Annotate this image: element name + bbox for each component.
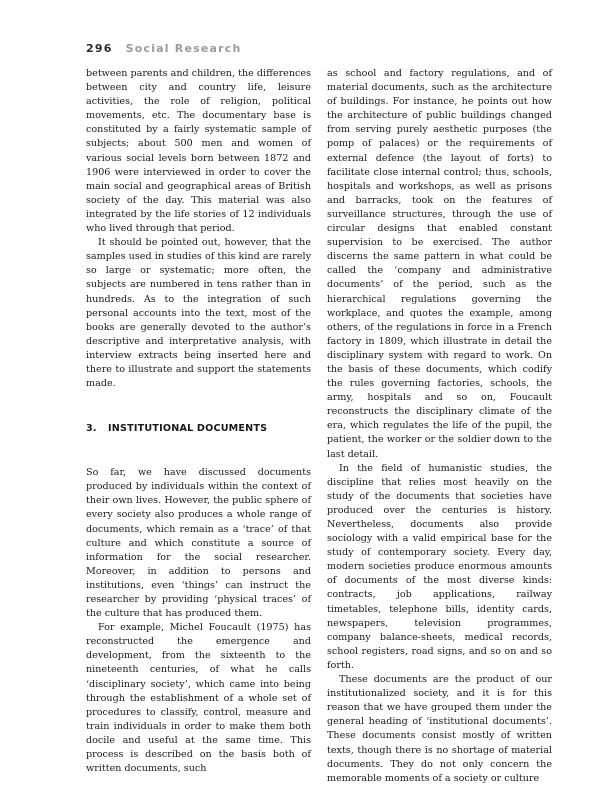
section-title: INSTITUTIONAL DOCUMENTS [108, 423, 268, 435]
running-head [86, 42, 242, 55]
paragraph: So far, we have discussed documents produced by individuals within the context of their own lives. However, the public sphere of every society also produces a whole range of documents, which remain as a ‘trace’ of that culture and which constitute a source of information for the social researcher. Moreover, in addition to persons and institutions, even ‘things’ can instruct the researcher by providing ‘physical traces’ of the culture that has produced them. [86, 467, 311, 620]
paragraph: It should be pointed out, however, that the samples used in studies of this kind are rarely so large or systematic; more often, the subjects are numbered in tens rather than in hundreds. As to the integration of such personal accounts into the text, most of the books are generally devoted to the author’s descriptive and interpretative analysis, with interview extracts being inserted here and there to illustrate and support the statements made. [86, 237, 311, 390]
paragraph: In the field of humanistic studies, the discipline that relies most heavily on the study of the documents that societies have produced over the centuries is history. Nevertheless, documents also provide sociology with a valid empirical base for the study of contemporary society. Every day, modern societies produce enormous amounts of documents of the most diverse kinds: contracts, job applications, railway timetables, telephone bills, identity cards, newspapers, television programmes, company balance-sheets, medical records, school registers, road signs, and so on and so forth. [327, 462, 552, 671]
paragraph: For example, Michel Foucault (1975) has reconstructed the emergence and development, from the sixteenth to the nineteenth centuries, of what he calls ‘disciplinary society’, which came into being through the establishment of a whole set of procedures to classify, control, measure and train individuals in order to make them both docile and useful at the same time. This process is described on the basis both of written documents, such [86, 622, 311, 775]
paragraph: between parents and children, the differences between city and country life, leisure activities, the role of religion, political movements, etc. The documentary base is constituted by a fairly systematic sample of subjects; about 500 men and women of various social levels born between 1872 and 1906 were interviewed in order to cover the main social and geographical areas of British society of the day. This material was also integrated by the life stories of 12 individuals who lived through that period. [86, 68, 311, 235]
paragraph: as school and factory regulations, and of material documents, such as the architecture of buildings. For instance, he points out how the architecture of public buildings changed from serving purely aesthetic purposes (the pomp of palaces) or the requirements of external defence (the layout of forts) to facilitate close internal control; thus, schools, hospitals and workshops, as well as prisons and barracks, took on the features of surveillance structures, through the use of circular designs that enabled constant supervision to be exercised. The author discerns the same pattern in what could be called the ‘company and administrative documents’ of the period, such as the hierarchical regulations governing the workplace, and quotes the example, among others, of the regulations in force in a French factory in 1809, which illustrate in detail the disciplinary system with regard to work. On the basis of these documents, which codify the rules governing factories, schools, the army, hospitals and so on, Foucault reconstructs the disciplinary climate of the era, which regulates the life of the pupil, the patient, the worker or the soldier down to the last detail. [327, 68, 552, 460]
paragraph: These documents are the product of our institutionalized society, and it is for this reason that we have grouped them under the general heading of ‘institutional documents’. These documents consist mostly of written texts, though there is no shortage of material documents. They do not only concern the memorable moments of a society or culture [327, 674, 552, 784]
left-column [86, 67, 311, 776]
page-number: 296 [86, 42, 113, 55]
section-number: 3. [86, 423, 97, 435]
running-title: Social Research [125, 42, 242, 55]
right-column [327, 67, 552, 786]
section-heading [86, 423, 311, 434]
